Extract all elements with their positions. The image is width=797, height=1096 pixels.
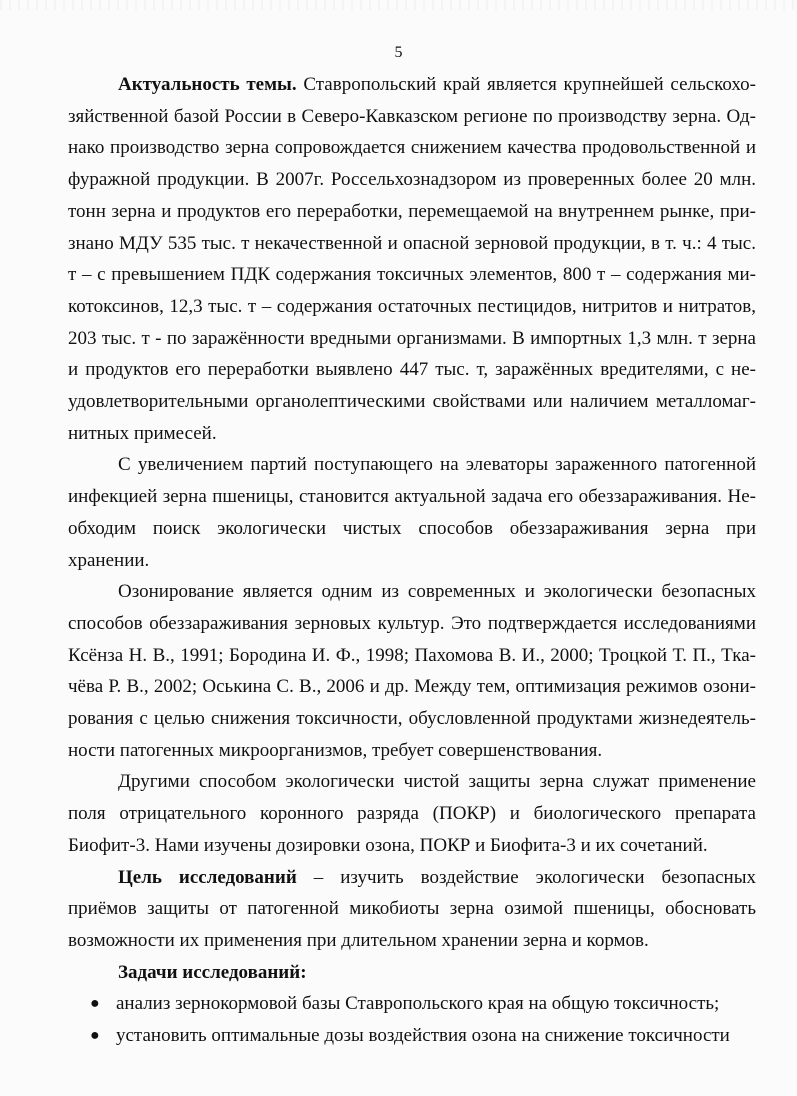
paragraph-other-methods: [68, 766, 756, 861]
task-text: установить оптимальные дозы воздействия озона на снижение токсичности: [116, 1025, 730, 1047]
paragraph-relevance: [68, 69, 756, 449]
relevance-heading: Актуальность темы.: [118, 74, 297, 95]
task-text: анализ зернокормовой базы Ставропольского края на общую токсичность;: [116, 993, 720, 1015]
body-text: [68, 69, 756, 1052]
tasks-heading: Задачи исследований:: [118, 961, 307, 983]
paragraph-ozonation: [68, 576, 756, 766]
paragraph-disinfection: [68, 449, 756, 576]
list-item: [68, 1020, 756, 1052]
research-goal-heading: Цель исследований: [118, 866, 297, 888]
ozonation-text: Озонирование является одним из современных и экологически безопасных способов обеззараживания зерновых культур. Это подтверждается исследованиями Ксёнза Н. В., 1991; Бородина И. Ф., 1998; Пахомова В. И., 2000; Троцкой Т. П., Ткачёва Р. В., 2002; Оськина С. В., 2006 и др. Между тем, оптимизация режимов озонирования с целью снижения токсичности, обусловленной продуктами жизнедеятельности патогенных микроорганизмов, требует совершенствования.: [68, 581, 756, 761]
scan-edge-noise: [0, 0, 797, 10]
other-methods-text: Другими способом экологически чистой защиты зерна служат применение поля отрицательного коронного разряда (ПОКР) и биологического препарата Биофит-3. Нами изучены дозировки озона, ПОКР и Биофита-3 и их сочетаний.: [68, 771, 756, 856]
bullet-icon: ●: [90, 1027, 100, 1045]
bullet-icon: ●: [90, 995, 100, 1013]
research-goal-text: – изучить воздействие экологически безопасных приёмов защиты от патогенной микобиоты зерна озимой пшеницы, обосновать возможности их применения при длительном хранении зерна и кормов.: [68, 866, 756, 951]
paragraph-tasks-heading: [68, 957, 756, 989]
disinfection-text: С увеличением партий поступающего на элеваторы зараженного патогенной инфекцией зерна пшеницы, становится актуальной задача его обеззараживания. Необходим поиск экологически чистых способов обеззараживания зерна при хранении.: [68, 454, 756, 571]
page-number: 5: [394, 44, 403, 61]
tasks-list: [68, 988, 756, 1051]
list-item: [68, 988, 756, 1020]
relevance-text: Ставропольский край является крупнейшей сельскохозяйственной базой России в Северо-Кавказском регионе по производству зерна. Однако производство зерна сопровождается снижением качества продовольственной и фуражной продукции. В 2007г. Россельхознадзором из проверенных более 20 млн. тонн зерна и продуктов его переработки, перемещаемой на внутреннем рынке, признано МДУ 535 тыс. т некачественной и опасной зерновой продукции, в т. ч.: 4 тыс. т – с превышением ПДК содержания токсичных элементов, 800 т – содержания микотоксинов, 12,3 тыс. т – содержания остаточных пестицидов, нитритов и нитратов, 203 тыс. т - по заражённости вредными организмами. В импортных 1,3 млн. т зерна и продуктов его переработки выявлено 447 тыс. т, заражённых вредителями, с неудовлетворительными органолептическими свойствами или наличием металломагнитных примесей.: [68, 74, 756, 444]
paragraph-research-goal: [68, 862, 756, 957]
